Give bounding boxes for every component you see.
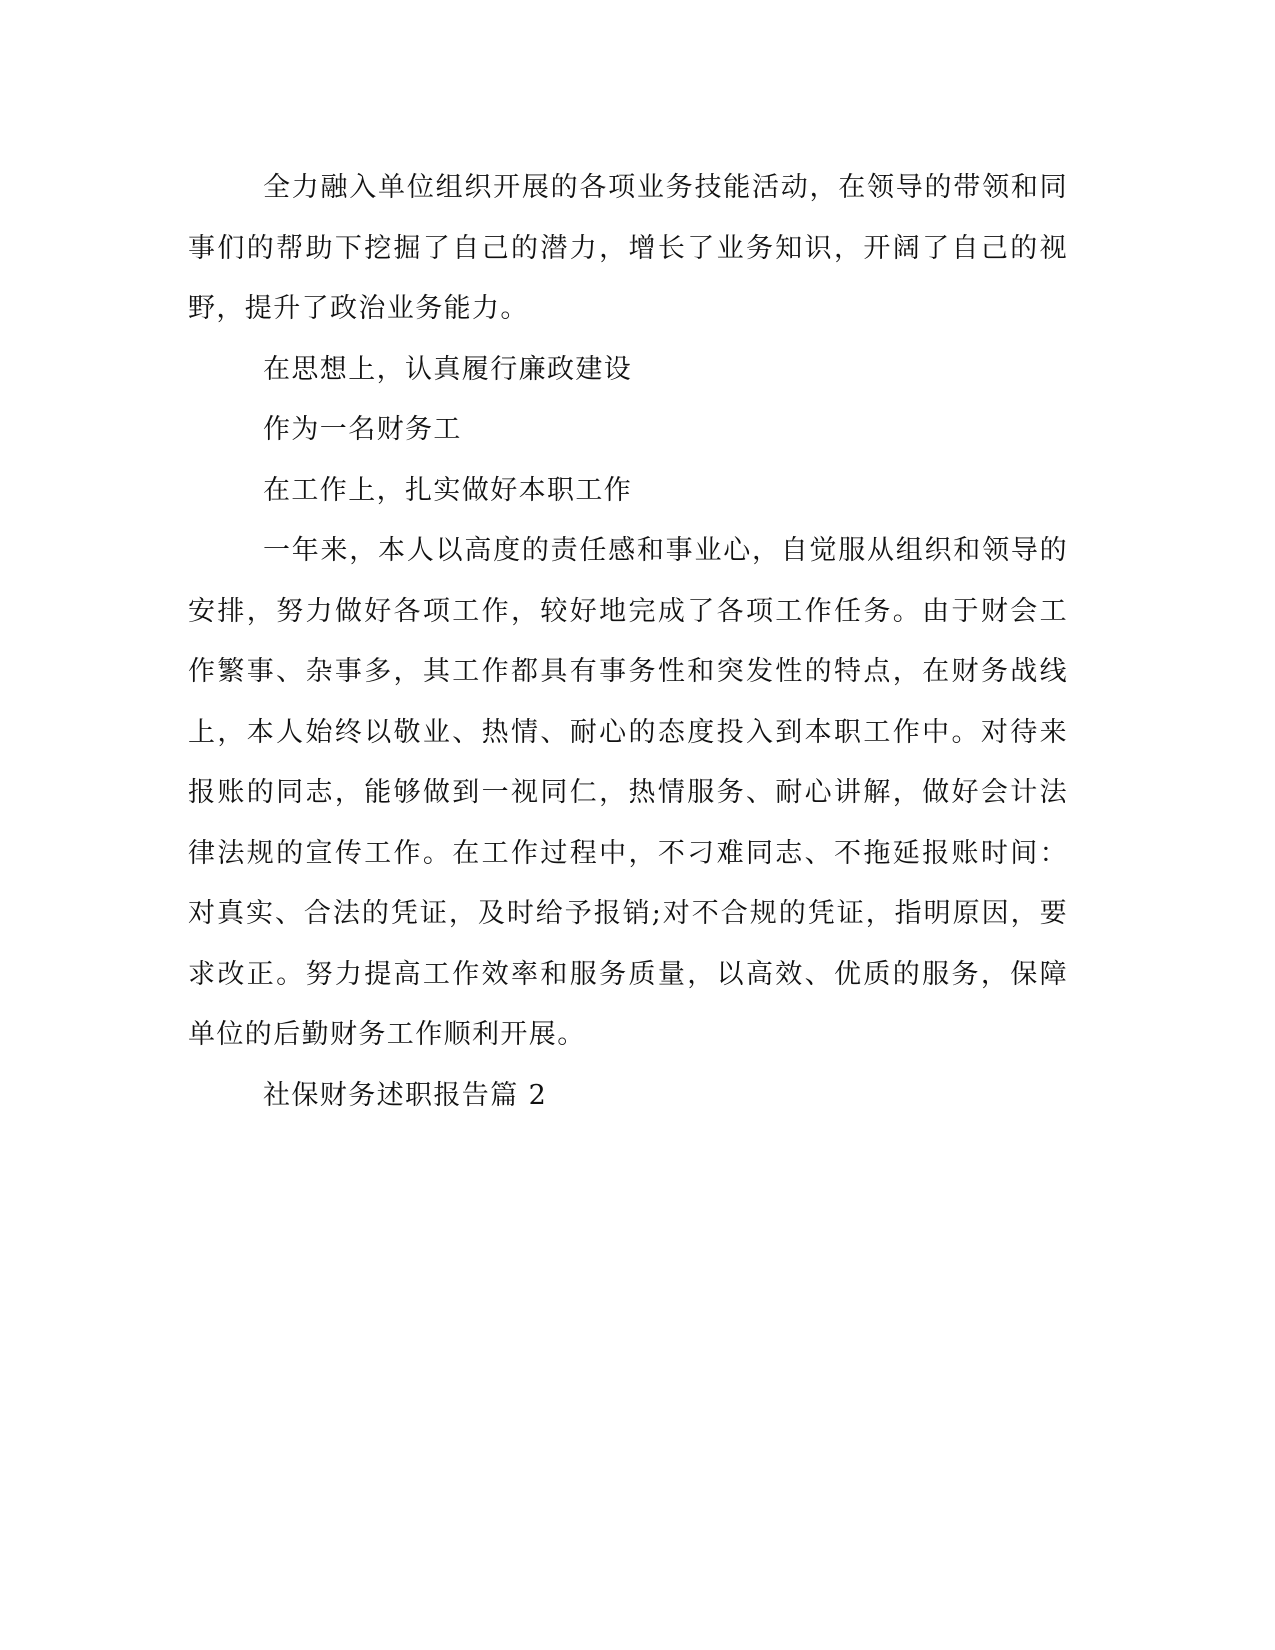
paragraph-ideology-heading: 在思想上，认真履行廉政建设	[263, 353, 633, 385]
paragraph-work-heading: 在工作上，扎实做好本职工作	[263, 474, 633, 506]
paragraph-year-summary: 一年来，本人以高度的责任感和事业心，自觉服从组织和领导的安排，努力做好各项工作，较好地完成了各项工作任务。由于财会工作繁事、杂事多，其工作都具有事务性和突发性的特点，在财务战线上，本人始终以敬业、热情、耐心的态度投入到本职工作中。对待来报账的同志，能够做到一视同仁，热情服务、耐心讲解，做好会计法律法规的宣传工作。在工作过程中，不刁难同志、不拖延报账时间：对真实、合法的凭证，及时给予报销;对不合规的凭证，指明原因，要求改正。努力提高工作效率和服务质量，以高效、优质的服务，保障单位的后勤财务工作顺利开展。	[188, 535, 1068, 1050]
section-title-report-2: 社保财务述职报告篇 2	[263, 1079, 548, 1111]
paragraph-skills-activities: 全力融入单位组织开展的各项业务技能活动，在领导的带领和同事们的帮助下挖掘了自己的潜力，增长了业务知识，开阔了自己的视野，提升了政治业务能力。	[188, 172, 1068, 324]
document-body	[188, 158, 1068, 1126]
paragraph-finance-worker: 作为一名财务工	[263, 414, 462, 445]
